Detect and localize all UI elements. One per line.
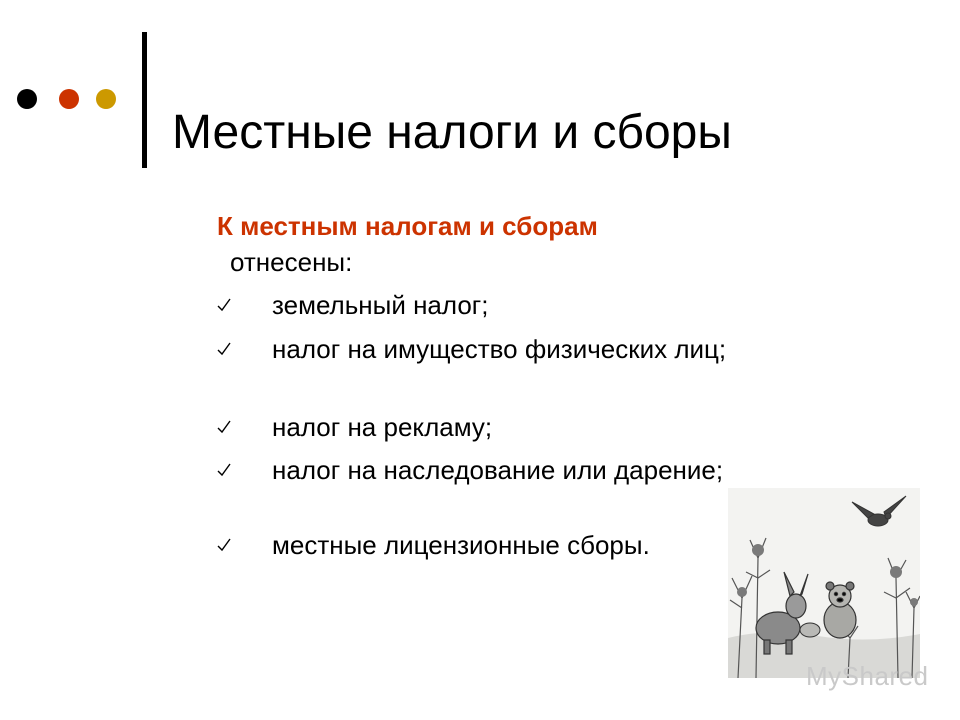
cartoon-illustration xyxy=(728,488,920,678)
title-divider xyxy=(142,32,147,168)
section-subheading: отнесены: xyxy=(230,247,353,277)
check-icon xyxy=(216,537,232,553)
watermark-text: MyShared xyxy=(806,661,929,691)
red-dot-icon xyxy=(59,89,79,109)
list-item-text: местные лицензионные сборы. xyxy=(272,530,650,560)
list-item-text: налог на наследование или дарение; xyxy=(272,455,724,485)
check-icon xyxy=(216,297,232,313)
list-item-text: налог на рекламу; xyxy=(272,412,493,442)
list-item-text: налог на имущество физических лиц; xyxy=(272,334,727,364)
check-icon xyxy=(216,462,232,478)
cartoon-drawing xyxy=(728,488,920,678)
gold-dot-icon xyxy=(96,89,116,109)
black-dot-icon xyxy=(17,89,37,109)
list-item-text: земельный налог; xyxy=(272,290,489,320)
section-heading: К местным налогам и сборам xyxy=(217,211,598,241)
check-icon xyxy=(216,419,232,435)
check-icon xyxy=(216,341,232,357)
page-title: Местные налоги и сборы xyxy=(172,106,732,160)
